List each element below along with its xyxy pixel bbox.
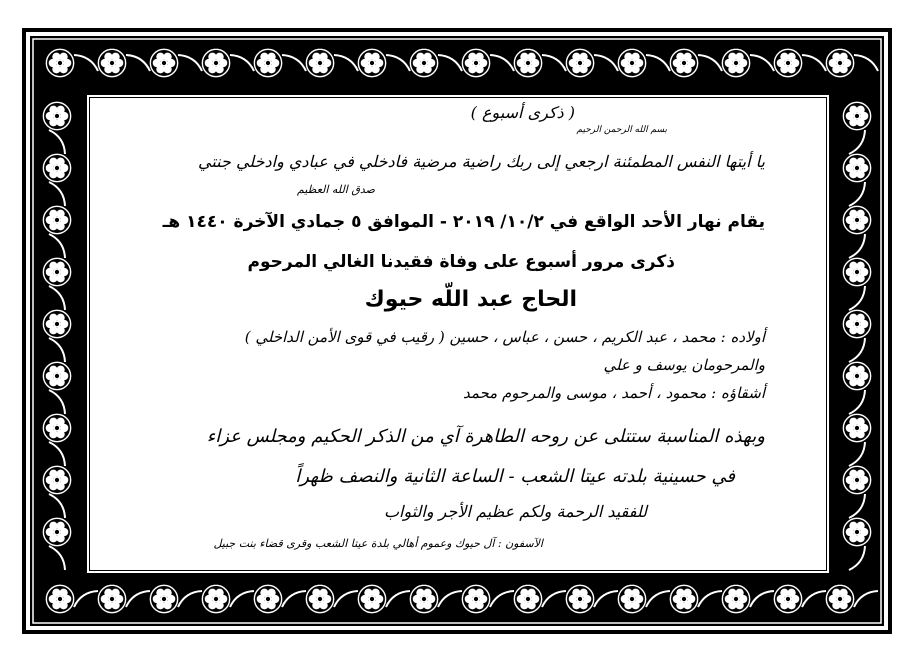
sons-line: أولاده : محمد ، عبد الكريم ، حسن ، عباس ، حسين ( رقيب في قوى الأمن الداخلي ): [244, 328, 765, 346]
heading: ( ذكرى أسبوع ): [470, 103, 575, 122]
occasion-line: ذكرى مرور أسبوع على وفاة فقيدنا الغالي المرحوم: [247, 252, 675, 272]
deceased-name: الحاج عبد اللّه حيوك: [364, 287, 577, 312]
date-line: يقام نهار الأحد الواقع في ١٠/٢/ ٢٠١٩ - الموافق ٥ جمادي الآخرة ١٤٤٠ هـ: [162, 212, 765, 232]
location-line: في حسينية بلدته عيتا الشعب - الساعة الثانية والنصف ظهراً: [295, 466, 735, 487]
basmala: بسم الله الرحمن الرحيم: [576, 125, 667, 135]
mourners-line: الآسفون : آل حيوك وعموم أهالي بلدة عيتا الشعب وقرى قضاء بنت جبيل: [213, 537, 543, 550]
sadaqa-allah: صدق الله العظيم: [297, 183, 375, 196]
late-sons-line: والمرحومان يوسف و علي: [603, 356, 765, 374]
quran-verse: يا أيتها النفس المطمئنة ارجعي إلى ربك راضية مرضية فادخلي في عبادي وادخلي جنتي: [198, 152, 765, 171]
recitation-line: وبهذه المناسبة ستتلى عن روحه الطاهرة آي من الذكر الحكيم ومجلس عزاء: [206, 426, 765, 447]
brothers-line: أشقاؤه : محمود ، أحمد ، موسى والمرحوم محمد: [462, 384, 765, 402]
prayer-line: للفقيد الرحمة ولكم عظيم الأجر والثواب: [383, 502, 647, 521]
